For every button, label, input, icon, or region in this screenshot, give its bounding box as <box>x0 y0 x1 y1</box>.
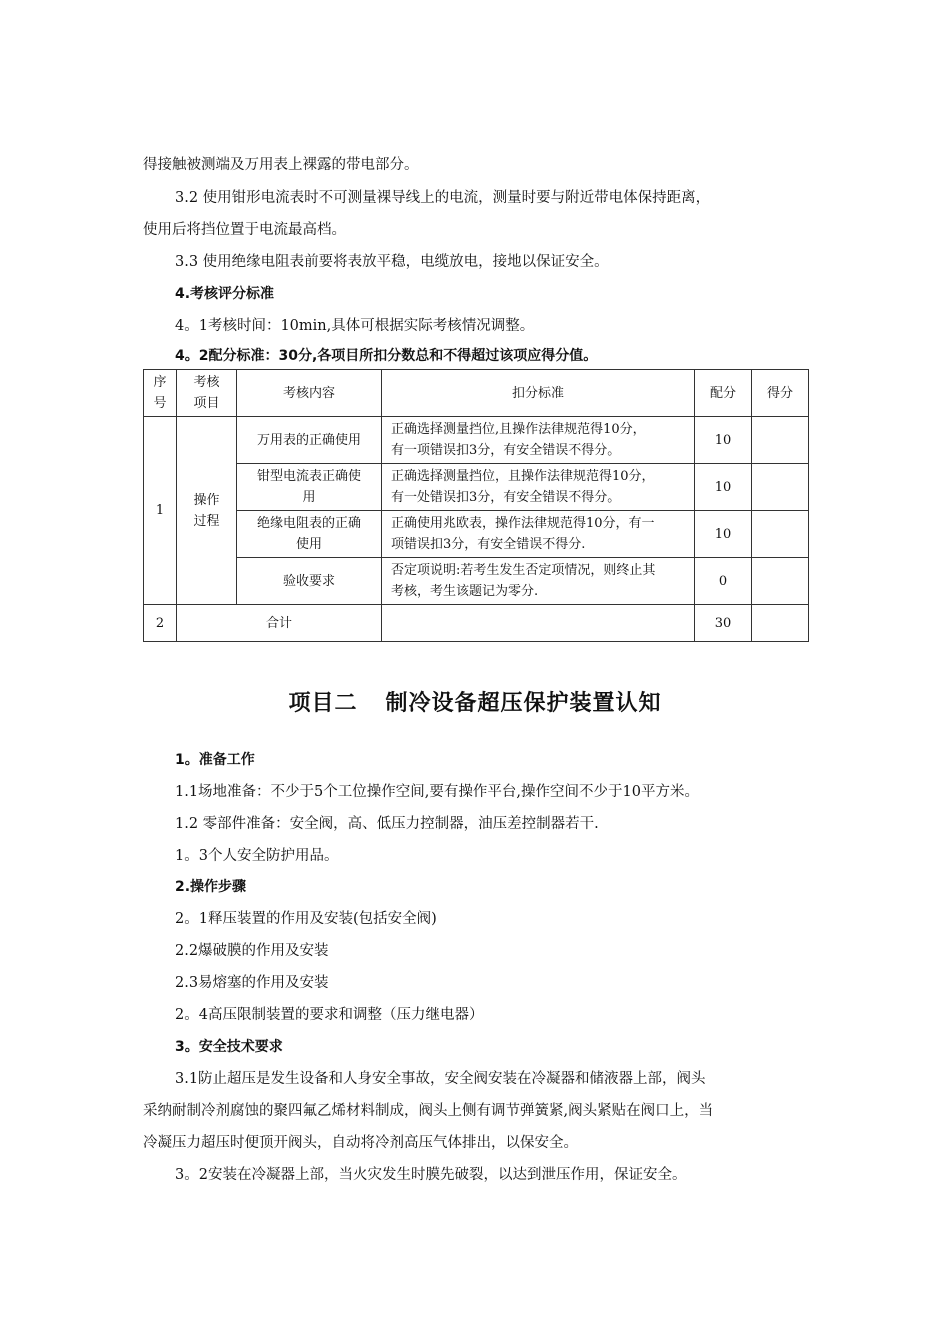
table-header-row <box>144 370 809 417</box>
row-content: 钳型电流表正确使 用 <box>237 464 382 511</box>
row-standard: 否定项说明:若考生发生否定项情况，则终止其 考核，考生该题记为零分. <box>382 558 695 605</box>
section-3-1-line3: 冷凝压力超压时便顶开阀头，自动将冷剂高压气体排出，以保安全。 <box>143 1135 578 1151</box>
section-4-2-score-standard: 4。2配分标准：30分,各项目所扣分数总和不得超过该项应得分值。 <box>175 348 598 364</box>
row-points: 10 <box>695 417 752 464</box>
group-seq: 1 <box>144 417 177 605</box>
section-3-1-line2: 采纳耐制冷剂腐蚀的聚四氟乙烯材料制成，阀头上侧有调节弹簧紧,阀头紧贴在阀口上，当 <box>143 1103 714 1119</box>
table-row <box>144 558 809 605</box>
row-points: 0 <box>695 558 752 605</box>
row-points: 10 <box>695 464 752 511</box>
header-score: 得分 <box>752 370 809 417</box>
section-3-heading: 3。安全技术要求 <box>175 1039 283 1055</box>
paragraph-3-2-line1: 3.2 使用钳形电流表时不可测量裸导线上的电流，测量时要与附近带电体保持距离， <box>175 190 711 206</box>
header-points: 配分 <box>695 370 752 417</box>
total-points: 30 <box>695 605 752 642</box>
section-3-1-line1: 3.1防止超压是发生设备和人身安全事故，安全阀安装在冷凝器和储液器上部，阀头 <box>175 1071 706 1087</box>
header-content: 考核内容 <box>237 370 382 417</box>
section-1-2: 1.2 零部件准备：安全阀，高、低压力控制器，油压差控制器若干. <box>175 816 599 832</box>
total-standard <box>382 605 695 642</box>
row-standard: 正确使用兆欧表，操作法律规范得10分，有一 项错误扣3分，有安全错误不得分. <box>382 511 695 558</box>
header-item: 考核 项目 <box>177 370 237 417</box>
row-standard: 正确选择测量挡位,且操作法律规范得10分， 有一项错误扣3分，有安全错误不得分。 <box>382 417 695 464</box>
scoring-table <box>143 369 809 642</box>
row-content: 万用表的正确使用 <box>237 417 382 464</box>
section-1-3: 1。3个人安全防护用品。 <box>175 848 339 864</box>
row-standard: 正确选择测量挡位，且操作法律规范得10分， 有一处错误扣3分，有安全错误不得分。 <box>382 464 695 511</box>
section-1-heading: 1。准备工作 <box>175 752 255 768</box>
project-2-title: 项目二 制冷设备超压保护装置认知 <box>288 691 662 716</box>
row-points: 10 <box>695 511 752 558</box>
row-score <box>752 417 809 464</box>
group-item: 操作 过程 <box>177 417 237 605</box>
section-2-2: 2.2爆破膜的作用及安装 <box>175 943 329 959</box>
table-row <box>144 417 809 464</box>
row-score <box>752 464 809 511</box>
section-1-1: 1.1场地准备：不少于5个工位操作空间,要有操作平台,操作空间不少于10平方米。 <box>175 784 699 800</box>
section-2-heading: 2.操作步骤 <box>175 879 247 895</box>
paragraph-3-3: 3.3 使用绝缘电阻表前要将表放平稳，电缆放电，接地以保证安全。 <box>175 254 609 270</box>
total-label: 合计 <box>177 605 382 642</box>
section-4-1-time: 4。1考核时间：10min,具体可根据实际考核情况调整。 <box>175 318 535 334</box>
row-content: 绝缘电阻表的正确 使用 <box>237 511 382 558</box>
section-2-1: 2。1释压装置的作用及安装(包括安全阀) <box>175 911 437 927</box>
total-score <box>752 605 809 642</box>
table-row <box>144 511 809 558</box>
paragraph-line: 得接触被测端及万用表上裸露的带电部分。 <box>143 157 419 173</box>
header-standard: 扣分标准 <box>382 370 695 417</box>
paragraph-3-2-line2: 使用后将挡位置于电流最高档。 <box>143 222 346 238</box>
table-row <box>144 464 809 511</box>
total-seq: 2 <box>144 605 177 642</box>
section-2-3: 2.3易熔塞的作用及安装 <box>175 975 329 991</box>
section-2-4: 2。4高压限制装置的要求和调整（压力继电器） <box>175 1007 484 1023</box>
table-total-row <box>144 605 809 642</box>
row-content: 验收要求 <box>237 558 382 605</box>
row-score <box>752 558 809 605</box>
section-4-heading: 4.考核评分标准 <box>175 286 275 302</box>
header-seq: 序 号 <box>144 370 177 417</box>
section-3-2: 3。2安装在冷凝器上部，当火灾发生时膜先破裂，以达到泄压作用，保证安全。 <box>175 1167 687 1183</box>
row-score <box>752 511 809 558</box>
